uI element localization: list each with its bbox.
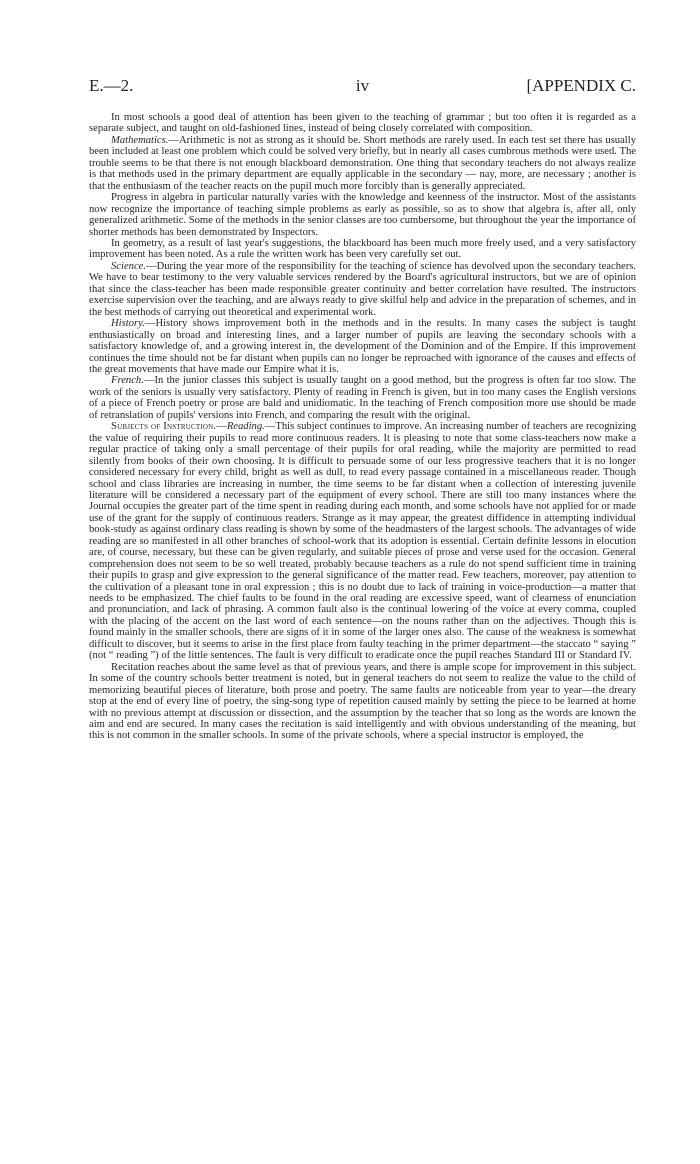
header-appendix-label: [APPENDIX C. bbox=[526, 76, 636, 95]
page-header bbox=[89, 76, 636, 98]
paragraph-text: Recitation reaches about the same level as that of previous years, and there is ample scope for improvement in this subject. In some of the country schools better treatment is noted, but in general teachers do not seem to realize the value to the child of memorizing beautiful pieces of literature, both prose and poetry. The same faults are noticeable from year to year—the dreary stop at the end of every line of poetry, the sing-song type of repetition caused mainly by setting the piece to be learned at home with no previous attempt at discussion or dissection, and the assumption by the teacher that so long as the words are known the aim and end are secured. In many cases the recitation is said intelligently and with obvious understanding of the meaning, but this is not common in the smaller schools. In some of the private schools, where a special instructor is employed, the bbox=[89, 661, 636, 742]
header-page-number: iv bbox=[355, 76, 370, 95]
paragraph-algebra bbox=[89, 192, 636, 238]
header-report-code: E.—2. bbox=[89, 76, 134, 95]
paragraph-mathematics bbox=[89, 135, 636, 192]
paragraph-history bbox=[89, 318, 636, 375]
paragraph-science bbox=[89, 261, 636, 318]
paragraph-text: Progress in algebra in particular naturally varies with the knowledge and keenness of the instructor. Most of the assistants now recognize the importance of teaching simple problems as early as possible, so as to show that algebra is, after all, only generalized arithmetic. Some of the methods in the senior classes are too cumbersome, but throughout the year the importance of shorter methods has been demonstrated by Inspectors. bbox=[89, 192, 636, 238]
paragraph-text: —During the year more of the responsibility for the teaching of science has devolved upon the secondary teachers. We have to bear testimony to the very valuable services rendered by the Board's agricultural instructors, but we are of opinion that since the class-teacher has been made responsible greater continuity and better correlation have resulted. The instructors exercise supervision over the teaching, and are always ready to give skilful help and advice in the preparation of schemes, and in the best methods of carrying out theoretical and experimental work. bbox=[89, 260, 636, 318]
paragraph-lead: Reading. bbox=[226, 421, 265, 433]
paragraph-reading: Subjects of Instruction.—Reading.—This subject continues to improve. An increasing number of teachers are recognizing the value of requiring their pupils to read more continuous readers. It is pleasing to note that some class-teachers now make a regular practice of taking only a small percentage of their pupils for oral reading, while the majority are permitted to read silently from books of their own choosing. It is difficult to persuade some of our less progressive teachers that it is no longer considered necessary for every child, bright as well as dull, to read every passage contained in a miscellaneous reader. Though school and class libraries are increasing in number, the time seems to be far distant when a collection of interesting juvenile literature will be considered a necessary part of the equipment of every school. There are still too many instances where the Journal occupies the greater part of the time spent in reading during each month, and some schools have not applied for or made use of the grant for the supply of continuous readers. Strange as it may appear, the greatest diffidence in attempting individual book-study as against ordinary class reading is shown by some of the headmasters of the largest schools. The advantages of wide reading are so manifested in all other branches of school-work that its adoption is essential. Certain definite lessons in elocution are, of course, necessary, but these can be given regularly, and suitable pieces of prose and verse used for the occasion. General comprehension does not seem to be so well treated, probably because teachers as a rule do not spend sufficient time in training their pupils to grasp and give expression to the general significance of the matter read. Few teachers, moreover, pay attention to the cultivation of a pleasant tone in oral expression ; this is no doubt due to lack of training in voice-production—a matter that needs to be emphasized. The chief faults to be found in the oral reading are excessive speed, want of clearness of enunciation and pronunciation, and lack of phrasing. A common fault also is the continual lowering of the voice at every comma, coupled with the placing of the accent on the last word of each sentence—on the nouns rather than on the adjectives. Though this is found mainly in the smaller schools, there are signs of it in some of the larger ones also. The cause of the weakness is somewhat difficult to discover, but it seems to arise in the first place from faulty teaching in the primer department—the staccato “ saying ” (not “ reading ”) of the little sentences. The fault is very difficult to eradicate once the pupil reaches Standard III or Standard IV. bbox=[89, 421, 636, 662]
paragraph-text: —In the junior classes this subject is usually taught on a good method, but the progress is often far too slow. The work of the seniors is usually very satisfactory. Plenty of reading in French is given, but in too many cases the English versions of a piece of French poetry or prose are bald and unidiomatic. In the teaching of French composition more use should be made of retranslation of pupils' versions into French, and comparing the result with the original. bbox=[89, 375, 636, 421]
paragraph-text: In geometry, as a result of last year's suggestions, the blackboard has been much more freely used, and a very satisfactory improvement has been noted. As a rule the written work has been very carefully set out. bbox=[89, 237, 636, 261]
paragraph-text: —Arithmetic is not as strong as it should be. Short methods are rarely used. In each test set there has usually been included at least one problem which could be solved very briefly, but in nearly all cases cumbrous methods were used. The trouble seems to be that there is not enough blackboard demonstration. One thing that secondary teachers do not always realize is that methods used in the primary department are equally applicable in the secondary — nay, more, are necessary ; another is that the enthusiasm of the teacher reacts on the pupil much more forcibly than is generally appreciated. bbox=[89, 134, 636, 192]
paragraph-text: —This subject continues to improve. An increasing number of teachers are recognizing the value of requiring their pupils to read more continuous readers. It is pleasing to note that some class-teachers now make a regular practice of taking only a small percentage of their pupils for oral reading, while the majority are permitted to read silently from books of their own choosing. It is difficult to persuade some of our less progressive teachers that it is no longer considered necessary for every child, bright as well as dull, to read every passage contained in a miscellaneous reader. Though school and class libraries are increasing in number, the time seems to be far distant when a collection of interesting juvenile literature will be considered a necessary part of the equipment of every school. There are still too many instances where the Journal occupies the greater part of the time spent in reading during each month, and some schools have not applied for or made use of the grant for the supply of continuous readers. Strange as it may appear, the greatest diffidence in attempting individual book-study as against ordinary class reading is shown by some of the headmasters of the largest schools. The advantages of wide reading are so manifested in all other branches of school-work that its adoption is essential. Certain definite lessons in elocution are, of course, necessary, but these can be given regularly, and suitable pieces of prose and verse used for the occasion. General comprehension does not seem to be so well treated, probably because teachers as a rule do not spend sufficient time in training their pupils to grasp and give expression to the general significance of the matter read. Few teachers, moreover, pay attention to the cultivation of a pleasant tone in oral expression ; this is no doubt due to lack of training in voice-production—a matter that needs to be emphasized. The chief faults to be found in the oral reading are excessive speed, want of clearness of enunciation and pronunciation, and lack of phrasing. A common fault also is the continual lowering of the voice at every comma, coupled with the placing of the accent on the last word of each sentence—on the nouns rather than on the adjectives. Though this is found mainly in the smaller schools, there are signs of it in some of the larger ones also. The cause of the weakness is somewhat difficult to discover, but it seems to arise in the first place from faulty teaching in the primer department—the staccato “ saying ” (not “ reading ”) of the little sentences. The fault is very difficult to eradicate once the pupil reaches Standard III or Standard IV. bbox=[89, 421, 636, 662]
body-text bbox=[89, 112, 636, 742]
section-heading: Subjects of Instruction. bbox=[111, 421, 217, 433]
paragraph-lead: History. bbox=[111, 318, 145, 330]
paragraph-text: —History shows improvement both in the methods and in the results. In many cases the subject is taught enthusiastically on broad and interesting lines, and a larger number of pupils are leaving the secondary schools with a satisfactory knowledge of, and a growing interest in, the development of the Dominion and of the Empire. If this improvement continues the time should not be far distant when pupils can no longer be reproached with ignorance of the causes and effects of the great movements that have made our Empire what it is. bbox=[89, 318, 636, 375]
paragraph-text: In most schools a good deal of attention has been given to the teaching of grammar ; but too often it is regarded as a separate subject, and taught on old-fashioned lines, instead of being closely correlated with composition. bbox=[89, 112, 636, 135]
paragraph-geometry bbox=[89, 238, 636, 261]
paragraph-lead: French. bbox=[111, 375, 144, 387]
paragraph-recitation bbox=[89, 662, 636, 742]
paragraph-french bbox=[89, 375, 636, 421]
paragraph-lead: Mathematics. bbox=[111, 134, 169, 146]
paragraph-lead: Science. bbox=[111, 260, 146, 272]
paragraph-grammar bbox=[89, 112, 636, 135]
